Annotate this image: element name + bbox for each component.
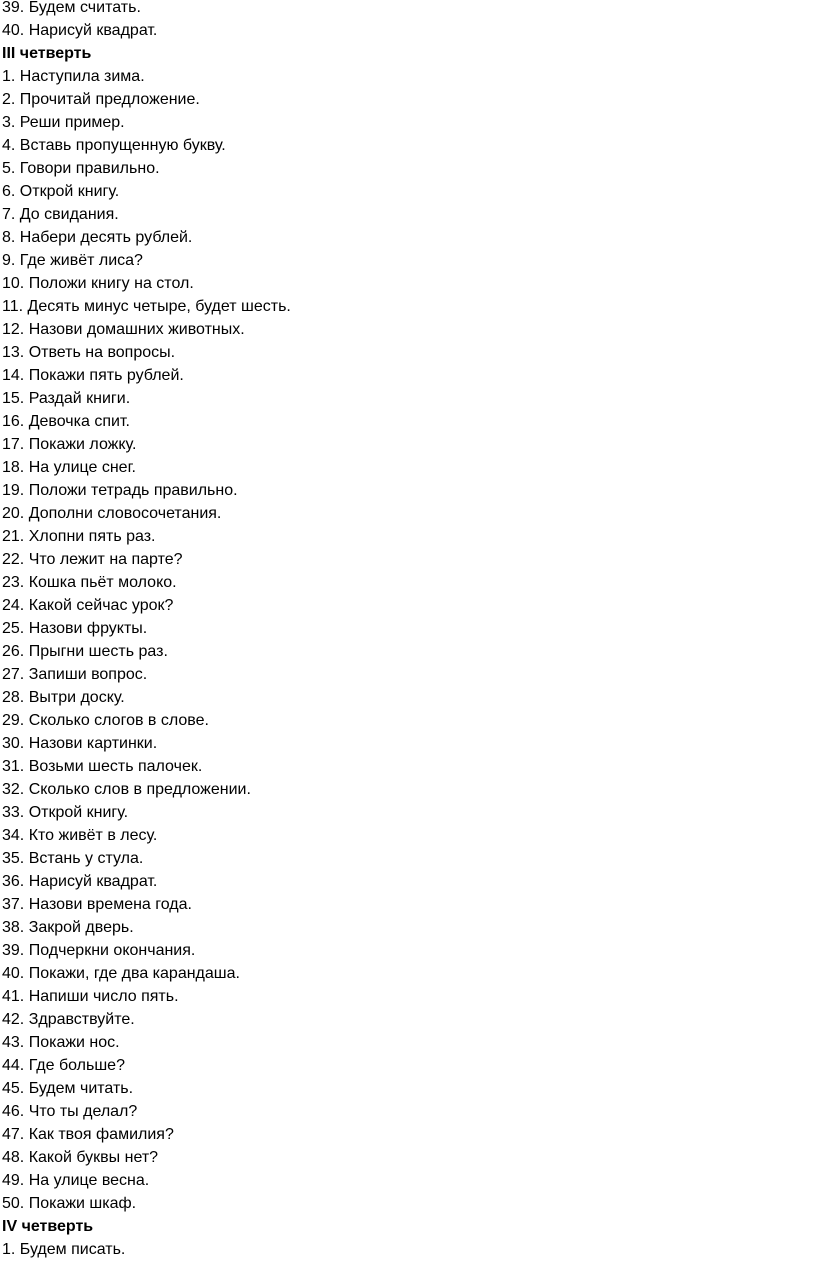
list-item: 14. Покажи пять рублей.: [2, 367, 184, 384]
list-item: 20. Дополни словосочетания.: [2, 505, 222, 522]
list-item: 39. Подчеркни окончания.: [2, 942, 196, 959]
list-item: 38. Закрой дверь.: [2, 919, 134, 936]
list-item: 17. Покажи ложку.: [2, 436, 137, 453]
list-item: 23. Кошка пьёт молоко.: [2, 574, 177, 591]
section-heading: III четверть: [2, 45, 92, 62]
list-item: 33. Открой книгу.: [2, 804, 129, 821]
list-item: 1. Будем писать.: [2, 1241, 126, 1258]
list-item: 5. Говори правильно.: [2, 160, 160, 177]
list-item: 21. Хлопни пять раз.: [2, 528, 156, 545]
list-item: 16. Девочка спит.: [2, 413, 130, 430]
list-item: 4. Вставь пропущенную букву.: [2, 137, 226, 154]
list-item: 11. Десять минус четыре, будет шесть.: [2, 298, 291, 315]
list-item: 40. Нарисуй квадрат.: [2, 22, 158, 39]
list-item: 13. Ответь на вопросы.: [2, 344, 176, 361]
list-item: 46. Что ты делал?: [2, 1103, 138, 1120]
list-item: 48. Какой буквы нет?: [2, 1149, 159, 1166]
list-item: 24. Какой сейчас урок?: [2, 597, 174, 614]
list-item: 10. Положи книгу на стол.: [2, 275, 194, 292]
list-item: 2. Прочитай предложение.: [2, 91, 200, 108]
list-item: 45. Будем читать.: [2, 1080, 134, 1097]
list-item: 37. Назови времена года.: [2, 896, 192, 913]
list-item: 18. На улице снег.: [2, 459, 136, 476]
list-item: 6. Открой книгу.: [2, 183, 120, 200]
list-item: 26. Прыгни шесть раз.: [2, 643, 168, 660]
list-item: 19. Положи тетрадь правильно.: [2, 482, 238, 499]
list-item: 34. Кто живёт в лесу.: [2, 827, 158, 844]
list-item: 41. Напиши число пять.: [2, 988, 179, 1005]
list-item: 30. Назови картинки.: [2, 735, 158, 752]
list-item: 43. Покажи нос.: [2, 1034, 120, 1051]
list-item: 32. Сколько слов в предложении.: [2, 781, 251, 798]
list-item: 27. Запиши вопрос.: [2, 666, 148, 683]
list-item: 9. Где живёт лиса?: [2, 252, 143, 269]
list-item: 50. Покажи шкаф.: [2, 1195, 137, 1212]
list-item: 44. Где больше?: [2, 1057, 125, 1074]
list-item: 31. Возьми шесть палочек.: [2, 758, 203, 775]
section-heading: IV четверть: [2, 1218, 94, 1235]
list-item: 35. Встань у стула.: [2, 850, 144, 867]
list-item: 8. Набери десять рублей.: [2, 229, 193, 246]
list-item: 39. Будем считать.: [2, 0, 141, 16]
list-item: 49. На улице весна.: [2, 1172, 150, 1189]
list-item: 47. Как твоя фамилия?: [2, 1126, 174, 1143]
list-item: 3. Реши пример.: [2, 114, 125, 131]
list-item: 25. Назови фрукты.: [2, 620, 148, 637]
list-item: 40. Покажи, где два карандаша.: [2, 965, 240, 982]
list-item: 22. Что лежит на парте?: [2, 551, 183, 568]
list-item: 1. Наступила зима.: [2, 68, 145, 85]
list-item: 15. Раздай книги.: [2, 390, 131, 407]
list-item: 7. До свидания.: [2, 206, 119, 223]
document-body: [2, 0, 816, 1261]
list-item: 42. Здравствуйте.: [2, 1011, 135, 1028]
list-item: 28. Вытри доску.: [2, 689, 125, 706]
list-item: 12. Назови домашних животных.: [2, 321, 245, 338]
list-item: 36. Нарисуй квадрат.: [2, 873, 158, 890]
list-item: 29. Сколько слогов в слове.: [2, 712, 209, 729]
